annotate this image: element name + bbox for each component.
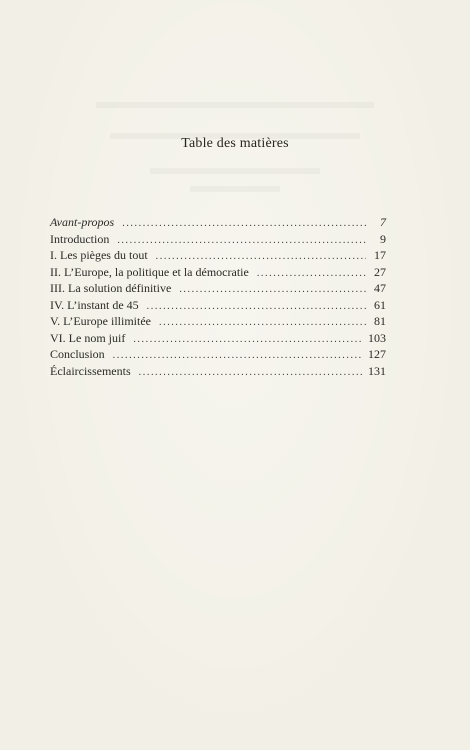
toc-entry-page-number: 103 xyxy=(368,330,386,345)
toc-entry-label: VI. Le nom juif xyxy=(50,330,126,345)
table-of-contents xyxy=(50,214,386,379)
toc-entry-label: Éclaircissements xyxy=(50,363,131,378)
toc-entry-page-number: 27 xyxy=(374,264,386,279)
toc-entry-label: V. L’Europe illimitée xyxy=(50,314,151,328)
toc-entry-page-number: 47 xyxy=(374,281,386,295)
toc-entry xyxy=(50,297,386,314)
dot-leader xyxy=(122,216,366,233)
dot-leader xyxy=(133,332,362,349)
toc-entry-page-number: 127 xyxy=(368,347,386,361)
dot-leader xyxy=(147,299,366,316)
dot-leader xyxy=(113,348,362,365)
toc-entry xyxy=(50,363,386,380)
toc-entry-page-number: 81 xyxy=(374,314,386,328)
toc-entry-label: III. La solution définitive xyxy=(50,281,172,295)
toc-entry-label: IV. L’instant de 45 xyxy=(50,297,139,312)
toc-entry xyxy=(50,264,386,281)
toc-entry xyxy=(50,247,386,264)
toc-entry-label: II. L’Europe, la politique et la démocratie xyxy=(50,264,249,279)
show-through-line xyxy=(150,168,320,174)
toc-entry-label: Introduction xyxy=(50,231,110,246)
toc-entry xyxy=(50,330,386,347)
toc-entry xyxy=(50,346,386,363)
toc-entry-page-number: 9 xyxy=(380,231,386,246)
dot-leader xyxy=(179,282,366,299)
dot-leader xyxy=(257,266,366,283)
toc-entry xyxy=(50,313,386,330)
page-title: Table des matières xyxy=(181,136,289,151)
toc-entry xyxy=(50,280,386,297)
toc-entry-page-number: 7 xyxy=(380,215,386,229)
toc-entry-label: Avant-propos xyxy=(50,215,115,229)
dot-leader xyxy=(117,233,366,250)
toc-entry-label: I. Les pièges du tout xyxy=(50,248,148,262)
toc-entry xyxy=(50,231,386,248)
toc-entry-page-number: 61 xyxy=(374,297,386,312)
show-through-line xyxy=(190,186,280,192)
toc-entry-label: Conclusion xyxy=(50,347,105,361)
show-through-line xyxy=(96,102,374,108)
toc-entry xyxy=(50,214,386,231)
dot-leader xyxy=(159,315,366,332)
toc-entry-page-number: 17 xyxy=(374,248,386,262)
dot-leader xyxy=(139,365,362,382)
toc-entry-page-number: 131 xyxy=(368,363,386,378)
